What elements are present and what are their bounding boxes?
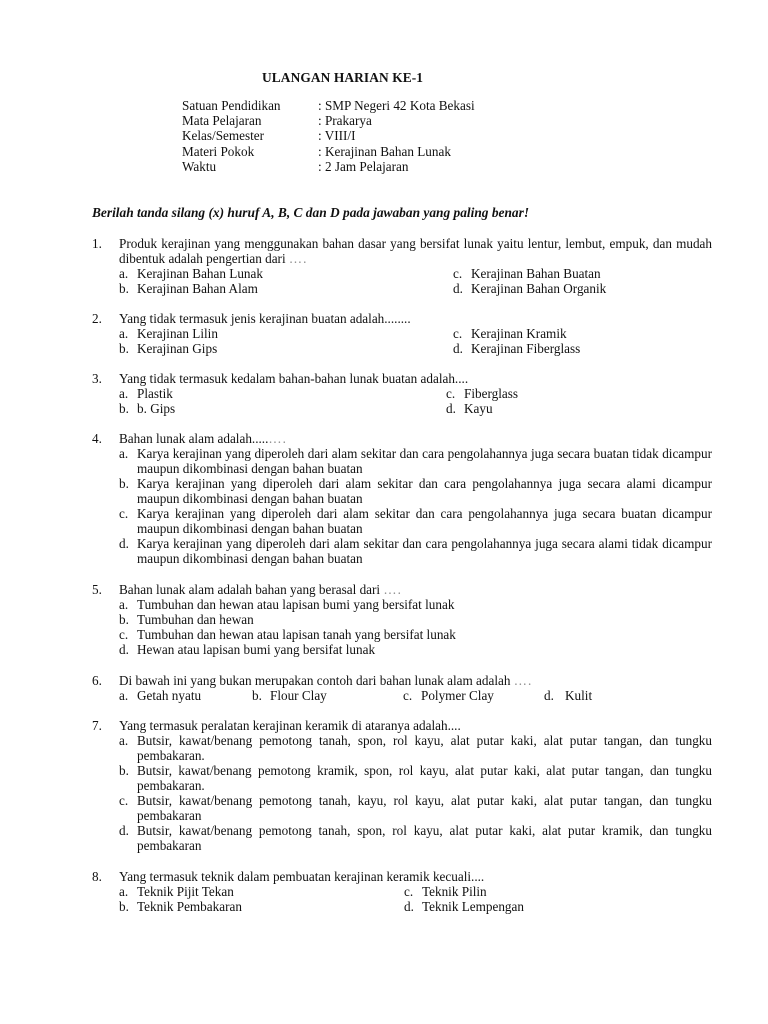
answer-dots: ….: [268, 431, 287, 446]
question-text: Di bawah ini yang bukan merupakan contoh dari bahan lunak alam adalah ….: [119, 673, 533, 688]
option-b: b. Tumbuhan dan hewan: [119, 612, 254, 627]
question-8: [92, 869, 712, 914]
exam-instruction: Berilah tanda silang (x) huruf A, B, C dan D pada jawaban yang paling benar!: [92, 205, 530, 220]
question-number: 8.: [92, 869, 102, 884]
question-number: 1.: [92, 236, 102, 251]
question-2: [92, 311, 712, 356]
question-6: [92, 673, 712, 703]
info-row: [182, 159, 475, 174]
option-d: d. Butsir, kawat/benang pemotong tanah, spon, rol kayu, alat putar kaki, alat putar kramik, dan tungku pembakaran: [119, 823, 712, 853]
option-d: d. Hewan atau lapisan bumi yang bersifat lunak: [119, 642, 376, 657]
option-d: d. Kayu: [446, 401, 493, 416]
option-a: a. Teknik Pijit Tekan: [119, 884, 234, 899]
option-d: d. Teknik Lempengan: [404, 899, 524, 914]
option-a: a. Plastik: [119, 386, 173, 401]
question-text: Yang termasuk teknik dalam pembuatan kerajinan keramik kecuali....: [119, 869, 485, 884]
info-value: : Kerajinan Bahan Lunak: [318, 143, 451, 159]
option-a: a. Tumbuhan dan hewan atau lapisan bumi yang bersifat lunak: [119, 597, 455, 612]
option-b: b. Karya kerajinan yang diperoleh dari alam sekitar dan cara pengolahannya juga secara alami dicampur maupun dikombinasi dengan bahan buatan: [119, 476, 712, 506]
option-c: c. Kerajinan Bahan Buatan: [453, 266, 601, 281]
info-label: Waktu: [182, 158, 217, 174]
option-b: b. Teknik Pembakaran: [119, 899, 242, 914]
question-number: 7.: [92, 718, 102, 733]
option-c: c. Karya kerajinan yang diperoleh dari alam sekitar dan cara pengolahannya juga secara buatan dicampur maupun dikombinasi dengan bahan buatan: [119, 506, 712, 536]
question-4: [92, 431, 712, 566]
option-d: d. Kerajinan Fiberglass: [453, 341, 581, 356]
option-a: a. Karya kerajinan yang diperoleh dari alam sekitar dan cara pengolahannya juga secara buatan tidak dicampur maupun dikombinasi dengan bahan buatan: [119, 446, 712, 476]
question-number: 3.: [92, 371, 102, 386]
option-d: d. Karya kerajinan yang diperoleh dari alam sekitar dan cara pengolahannya juga secara alami tidak dicampur maupun dikombinasi dengan bahan buatan: [119, 536, 712, 566]
exam-info: [182, 98, 475, 174]
answer-dots: ….: [288, 251, 308, 266]
question-text: Produk kerajinan yang menggunakan bahan dasar yang bersifat lunak yaitu lentur, lembut, empuk, dan mudah dibentuk adalah pengertian dari ….: [119, 236, 712, 266]
option-b: b. Kerajinan Bahan Alam: [119, 281, 258, 296]
option-c: c. Kerajinan Kramik: [453, 326, 567, 341]
option-b: b. b. Gips: [119, 401, 176, 416]
question-text: Bahan lunak alam adalah bahan yang berasal dari ….: [119, 582, 402, 597]
info-value: : 2 Jam Pelajaran: [318, 158, 409, 174]
info-label: Mata Pelajaran: [182, 113, 262, 129]
option-b: b. Butsir, kawat/benang pemotong kramik, spon, rol kayu, alat putar kaki, alat putar tangan, dan tungku pembakaran.: [119, 763, 712, 793]
option-a: a. Getah nyatu: [119, 688, 202, 703]
question-1: [92, 236, 712, 296]
question-7: [92, 718, 712, 853]
option-c: c. Tumbuhan dan hewan atau lapisan tanah yang bersifat lunak: [119, 627, 456, 642]
question-number: 6.: [92, 673, 102, 688]
option-b: b. Flour Clay: [252, 688, 327, 703]
question-number: 4.: [92, 431, 102, 446]
info-label: Materi Pokok: [182, 143, 255, 159]
info-row: [182, 98, 475, 113]
info-row: [182, 113, 475, 128]
question-text: Yang tidak termasuk kedalam bahan-bahan lunak buatan adalah....: [119, 371, 469, 386]
question-text: Yang tidak termasuk jenis kerajinan buatan adalah........: [119, 311, 411, 326]
option-a: a. Butsir, kawat/benang pemotong tanah, spon, rol kayu, alat putar kaki, alat putar tangan, dan tungku pembakaran.: [119, 733, 712, 763]
info-label: Satuan Pendidikan: [182, 98, 281, 113]
info-row: [182, 144, 475, 159]
option-b: b. Kerajinan Gips: [119, 341, 218, 356]
question-3: [92, 371, 712, 416]
question-5: [92, 582, 712, 657]
info-value: : VIII/I: [318, 128, 356, 144]
question-number: 5.: [92, 582, 102, 597]
info-label: Kelas/Semester: [182, 128, 265, 144]
exam-title: ULANGAN HARIAN KE-1: [262, 70, 424, 85]
option-c: c. Teknik Pilin: [404, 884, 487, 899]
option-d: d. Kulit: [544, 688, 593, 703]
question-number: 2.: [92, 311, 102, 326]
option-c: c. Fiberglass: [446, 386, 518, 401]
option-a: a. Kerajinan Lilin: [119, 326, 218, 341]
question-text: Yang termasuk peralatan kerajinan keramik di ataranya adalah....: [119, 718, 461, 733]
option-d: d. Kerajinan Bahan Organik: [453, 281, 607, 296]
info-value: : Prakarya: [318, 113, 372, 129]
answer-dots: ….: [513, 673, 533, 688]
answer-dots: ….: [383, 582, 402, 597]
option-a: a. Kerajinan Bahan Lunak: [119, 266, 263, 281]
option-c: c. Butsir, kawat/benang pemotong tanah, kayu, rol kayu, alat putar kaki, alat putar tangan, dan tungku pembakaran: [119, 793, 712, 823]
info-row: [182, 128, 475, 143]
question-text: Bahan lunak alam adalah.....….: [119, 431, 287, 446]
info-value: : SMP Negeri 42 Kota Bekasi: [318, 98, 475, 113]
option-c: c. Polymer Clay: [403, 688, 494, 703]
